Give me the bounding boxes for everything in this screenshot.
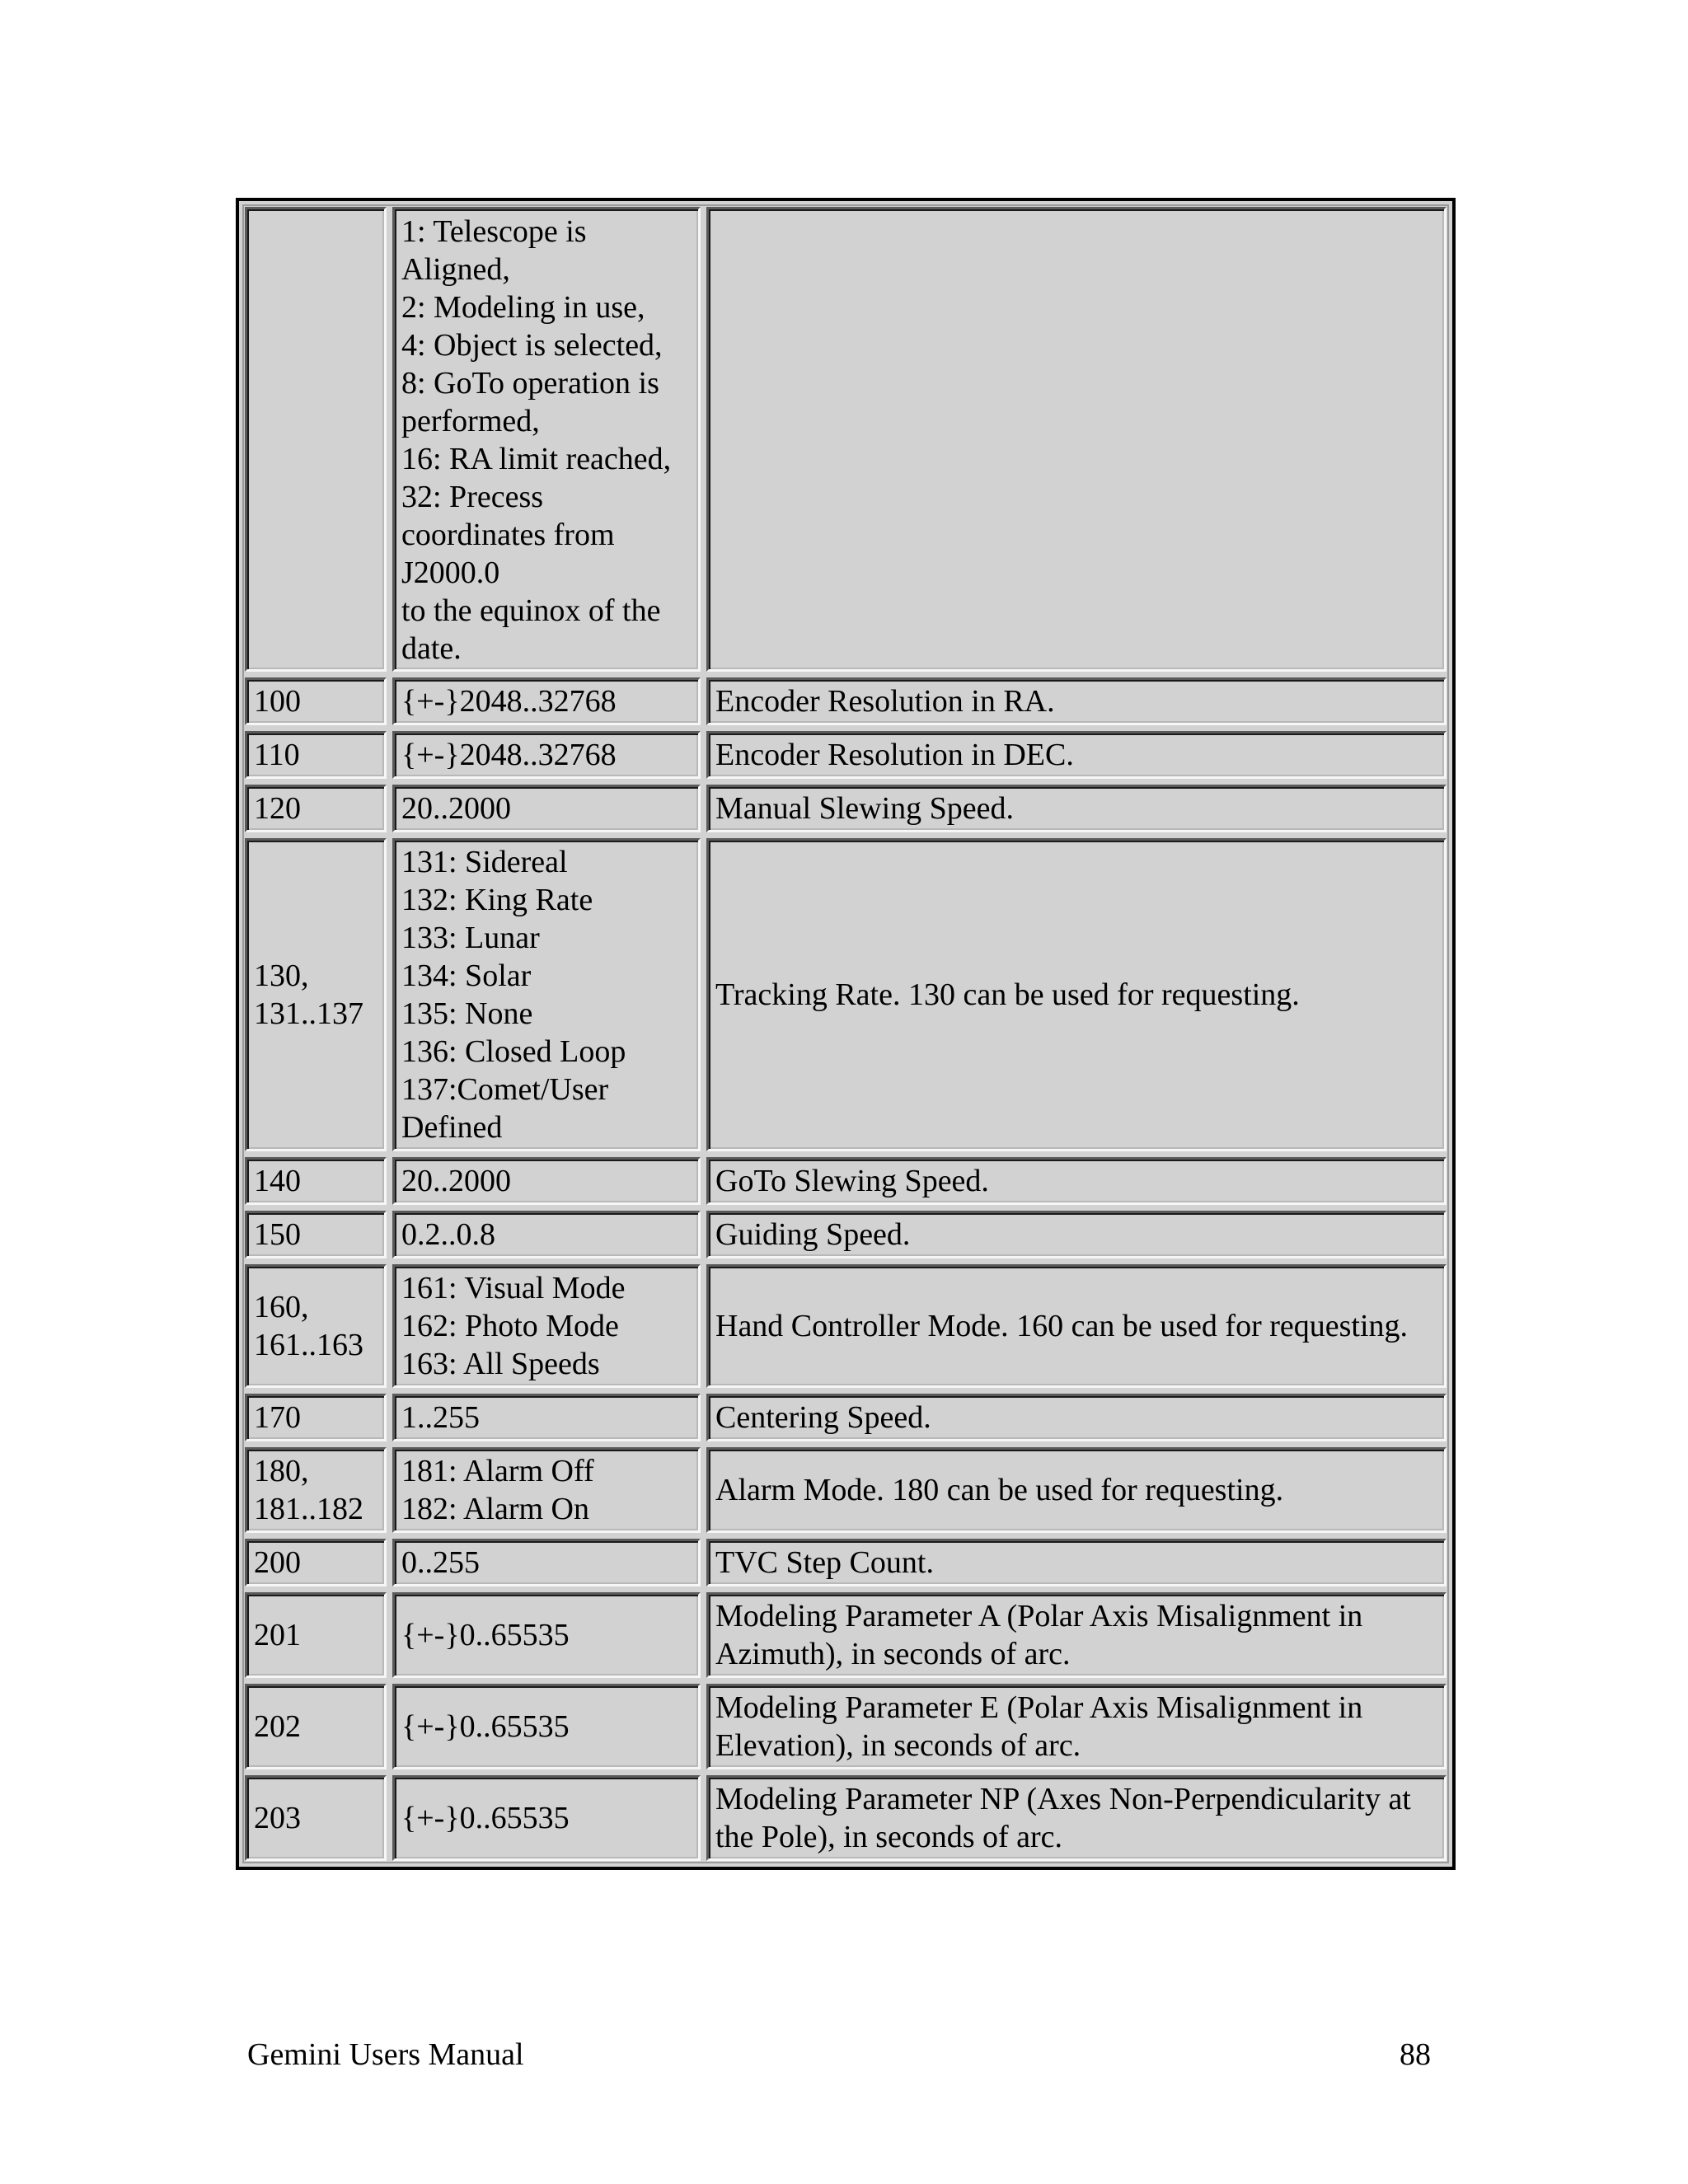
value-range-cell xyxy=(392,1592,701,1678)
value-range-line: coordinates from xyxy=(401,518,615,552)
value-range-line: 131: Sidereal xyxy=(401,845,568,879)
parameter-id-line: 160, xyxy=(254,1290,309,1324)
value-range-line: {+-}2048..32768 xyxy=(401,738,617,772)
parameter-id-line: 131..137 xyxy=(254,996,363,1031)
description-cell: Tracking Rate. 130 can be used for requesting. xyxy=(706,838,1447,1151)
parameter-id-line: 203 xyxy=(254,1801,301,1835)
parameter-id-line: 180, xyxy=(254,1454,309,1488)
value-range-cell xyxy=(392,207,701,672)
description-cell: Encoder Resolution in DEC. xyxy=(706,731,1447,779)
value-range-line: 137:Comet/User xyxy=(401,1072,609,1107)
value-range-line: 133: Lunar xyxy=(401,921,540,955)
parameter-id-cell xyxy=(245,1264,387,1388)
table-row xyxy=(245,1592,1447,1678)
description-cell xyxy=(706,207,1447,672)
parameter-id-line: 202 xyxy=(254,1709,301,1744)
value-range-cell xyxy=(392,1394,701,1441)
value-range-line: 20..2000 xyxy=(401,1164,511,1198)
value-range-line: 132: King Rate xyxy=(401,883,593,917)
value-range-line: 163: All Speeds xyxy=(401,1347,600,1381)
value-range-line: 181: Alarm Off xyxy=(401,1454,594,1488)
table-row xyxy=(245,731,1447,779)
description-cell: Manual Slewing Speed. xyxy=(706,785,1447,832)
value-range-line: 134: Solar xyxy=(401,958,532,993)
value-range-cell xyxy=(392,1447,701,1533)
parameter-id-line: 181..182 xyxy=(254,1492,363,1526)
parameter-id-line: 170 xyxy=(254,1400,301,1435)
parameter-id-cell xyxy=(245,1447,387,1533)
table-row xyxy=(245,785,1447,832)
description-cell: GoTo Slewing Speed. xyxy=(706,1157,1447,1205)
value-range-line: 0.2..0.8 xyxy=(401,1217,495,1252)
parameter-id-line: 110 xyxy=(254,738,300,772)
footer-page-number: 88 xyxy=(1400,2037,1431,2072)
parameter-id-cell xyxy=(245,1539,387,1586)
value-range-cell xyxy=(392,1539,701,1586)
value-range-line: 4: Object is selected, xyxy=(401,328,663,363)
description-cell: Modeling Parameter NP (Axes Non-Perpendicularity at the Pole), in seconds of arc. xyxy=(706,1775,1447,1861)
value-range-cell xyxy=(392,1264,701,1388)
parameter-id-line: 120 xyxy=(254,791,301,826)
parameter-id-line: 150 xyxy=(254,1217,301,1252)
parameter-id-cell xyxy=(245,1775,387,1861)
table-row xyxy=(245,1394,1447,1441)
value-range-line: 162: Photo Mode xyxy=(401,1309,619,1343)
value-range-line: Defined xyxy=(401,1110,503,1145)
parameter-id-line: 130, xyxy=(254,958,309,993)
value-range-line: {+-}0..65535 xyxy=(401,1618,570,1652)
value-range-cell xyxy=(392,1211,701,1258)
table-row xyxy=(245,1684,1447,1769)
parameter-id-cell xyxy=(245,785,387,832)
description-cell: Modeling Parameter A (Polar Axis Misalignment in Azimuth), in seconds of arc. xyxy=(706,1592,1447,1678)
value-range-line: {+-}0..65535 xyxy=(401,1709,570,1744)
parameter-id-line: 100 xyxy=(254,684,301,719)
table-row xyxy=(245,1211,1447,1258)
value-range-line: {+-}2048..32768 xyxy=(401,684,617,719)
value-range-line: 2: Modeling in use, xyxy=(401,290,645,325)
value-range-line: 136: Closed Loop xyxy=(401,1034,626,1069)
parameter-id-cell xyxy=(245,207,387,672)
value-range-cell xyxy=(392,677,701,725)
value-range-line: performed, xyxy=(401,404,540,438)
value-range-cell xyxy=(392,1157,701,1205)
description-cell: Guiding Speed. xyxy=(706,1211,1447,1258)
description-cell: TVC Step Count. xyxy=(706,1539,1447,1586)
description-cell: Alarm Mode. 180 can be used for requesting. xyxy=(706,1447,1447,1533)
parameter-id-line: 140 xyxy=(254,1164,301,1198)
value-range-line: 1..255 xyxy=(401,1400,480,1435)
table-row xyxy=(245,1447,1447,1533)
footer-title: Gemini Users Manual xyxy=(247,2037,524,2072)
value-range-line: 161: Visual Mode xyxy=(401,1271,626,1305)
value-range-line: to the equinox of the xyxy=(401,593,661,628)
table-row xyxy=(245,677,1447,725)
value-range-line: Aligned, xyxy=(401,252,510,287)
value-range-cell xyxy=(392,1775,701,1861)
description-cell: Encoder Resolution in RA. xyxy=(706,677,1447,725)
table-row xyxy=(245,1775,1447,1861)
value-range-line: 32: Precess xyxy=(401,480,544,514)
parameter-id-cell xyxy=(245,731,387,779)
value-range-line: 20..2000 xyxy=(401,791,511,826)
parameter-id-line: 161..163 xyxy=(254,1328,363,1362)
parameter-id-cell xyxy=(245,677,387,725)
parameter-id-cell xyxy=(245,1592,387,1678)
value-range-line: J2000.0 xyxy=(401,555,500,590)
value-range-line: {+-}0..65535 xyxy=(401,1801,570,1835)
value-range-line: 16: RA limit reached, xyxy=(401,442,672,476)
description-cell: Modeling Parameter E (Polar Axis Misalignment in Elevation), in seconds of arc. xyxy=(706,1684,1447,1769)
parameter-id-line: 200 xyxy=(254,1545,301,1580)
table-row xyxy=(245,1539,1447,1586)
parameter-id-cell xyxy=(245,1211,387,1258)
value-range-line: date. xyxy=(401,631,462,666)
value-range-line: 135: None xyxy=(401,996,533,1031)
value-range-cell xyxy=(392,785,701,832)
value-range-cell xyxy=(392,1684,701,1769)
table-row xyxy=(245,1264,1447,1388)
parameter-id-line: 201 xyxy=(254,1618,301,1652)
value-range-cell xyxy=(392,838,701,1151)
table-row xyxy=(245,838,1447,1151)
value-range-line: 1: Telescope is xyxy=(401,214,587,249)
table-body xyxy=(245,207,1447,1861)
value-range-line: 0..255 xyxy=(401,1545,480,1580)
value-range-line: 182: Alarm On xyxy=(401,1492,589,1526)
description-cell: Centering Speed. xyxy=(706,1394,1447,1441)
parameters-table xyxy=(236,198,1456,1870)
table-row xyxy=(245,1157,1447,1205)
parameter-id-cell xyxy=(245,838,387,1151)
parameter-id-cell xyxy=(245,1394,387,1441)
parameter-id-cell xyxy=(245,1157,387,1205)
value-range-cell xyxy=(392,731,701,779)
description-cell: Hand Controller Mode. 160 can be used for requesting. xyxy=(706,1264,1447,1388)
table-row xyxy=(245,207,1447,672)
value-range-line: 8: GoTo operation is xyxy=(401,366,659,401)
parameter-id-cell xyxy=(245,1684,387,1769)
